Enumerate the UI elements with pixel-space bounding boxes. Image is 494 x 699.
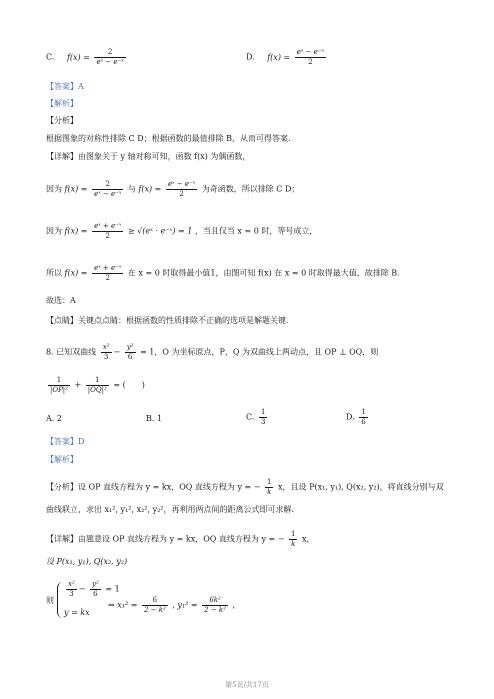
denominator: 2 − k² xyxy=(204,606,226,614)
plus-sign: + xyxy=(74,380,82,390)
text: 在 x = 0 时取得最小值1，由图可知 f(x) 在 x = 0 时取得最大值，故排除 B. xyxy=(127,268,400,278)
q8-stem: 8. 已知双曲线 $\frac{\text{x²}}{3}$ − $\frac{\text{y²}}{6}$ = 1，O 为坐标原点，P，Q 为双曲线上两动点，且 OP ⊥ OQ，则 xyxy=(46,343,379,361)
denominator: 2 xyxy=(308,58,313,66)
math-lhs: f(x) = xyxy=(138,184,162,194)
numerator: 1 xyxy=(267,478,272,486)
q7-conclusion: 故选：A xyxy=(46,296,76,305)
text: 因为 xyxy=(46,184,62,194)
option-label: C. xyxy=(246,412,255,422)
system-row-1: $\frac{\text{x²}}{3}$ − $\frac{\text{y²}}{6}$ = 1 xyxy=(68,580,120,598)
q7-answer: 【答案】A xyxy=(46,82,84,91)
denominator: 6 xyxy=(93,590,98,598)
text: 与 xyxy=(127,184,136,194)
fraction xyxy=(94,48,125,67)
q7-option-c xyxy=(46,48,128,67)
denominator: k xyxy=(291,540,296,548)
text: 因为 xyxy=(46,226,62,236)
text: , xyxy=(232,600,236,610)
denominator: 3 xyxy=(103,353,109,361)
fraction xyxy=(125,343,136,362)
numerator: y² xyxy=(126,343,134,351)
numerator: 6k² xyxy=(202,596,228,606)
option-b: B. 1 xyxy=(146,414,163,423)
denominator: 3 xyxy=(260,418,266,426)
numerator: x² xyxy=(68,580,75,588)
q7-detail-4 xyxy=(46,264,400,283)
option-label: C. xyxy=(46,52,55,62)
denominator: 3 xyxy=(69,590,74,598)
option-d xyxy=(346,408,370,427)
denominator: |OP|² xyxy=(50,386,68,394)
fraction xyxy=(92,180,123,199)
fraction xyxy=(202,596,228,615)
option-label: D. xyxy=(346,412,355,422)
q7-detail-2 xyxy=(46,180,299,199)
fraction xyxy=(259,408,267,427)
numerator: 1 xyxy=(86,376,109,386)
denominator: 6 xyxy=(361,418,366,426)
q7-detail-3 xyxy=(46,222,317,241)
fraction xyxy=(92,264,123,283)
denominator: 2 xyxy=(179,190,184,198)
equals: = 1 xyxy=(105,584,120,594)
q7-dianjing: 【点睛】关键点点睛：根据函数的性质排除不正确的选项是解题关键. xyxy=(46,316,289,325)
fraction xyxy=(295,48,326,67)
fraction xyxy=(92,222,123,241)
text: 所以 xyxy=(46,268,62,278)
numerator: 1 xyxy=(361,408,366,416)
numerator: y² xyxy=(92,580,99,588)
q7-jiexi: 【解析】 xyxy=(46,99,78,108)
q7-fenxi-title: 【分析】 xyxy=(46,116,78,125)
math-lhs: f(x) = xyxy=(64,226,88,236)
math-lhs: f(x) = xyxy=(267,52,291,62)
text: 为奇函数，所以排除 C D； xyxy=(201,184,300,194)
numerator: 1 xyxy=(291,530,296,538)
numerator: eˣ + e⁻ˣ xyxy=(94,264,122,272)
system-row-2: y = kx xyxy=(64,608,90,617)
fraction xyxy=(265,478,273,497)
fraction xyxy=(142,596,168,615)
numerator: x² xyxy=(102,343,110,351)
option-a: A. 2 xyxy=(46,414,62,423)
text: 【详解】由题意设 OP 直线方程为 y = kx，OQ 直线方程为 y = − xyxy=(46,534,285,544)
q7-fenxi-text: 根据图象的对称性排除 C D；根据函数的最值排除 B，从而可得答案. xyxy=(46,134,291,143)
math-lhs: f(x) = xyxy=(66,52,90,62)
q8-expression xyxy=(46,376,145,395)
math-lhs: f(x) = xyxy=(64,268,88,278)
text: , y₁² = xyxy=(172,600,198,610)
option-c xyxy=(246,408,269,427)
option-label: D. xyxy=(246,52,255,62)
fraction xyxy=(101,343,112,362)
numerator: eˣ + e⁻ˣ xyxy=(94,222,122,230)
fraction xyxy=(289,530,297,549)
q8-answer: 【答案】D xyxy=(46,437,85,446)
text: x，且设 P(x₁, y₁), Q(x₂, y₂)，将直线分别与双 xyxy=(278,482,444,492)
text: = 1，O 为坐标原点，P，Q 为双曲线上两动点，且 OP ⊥ OQ，则 xyxy=(140,347,379,357)
text: x， xyxy=(302,534,315,544)
q8-detail-1 xyxy=(46,530,315,549)
q8-fenxi-1 xyxy=(46,478,444,497)
denominator: 2 xyxy=(105,232,110,240)
system-result xyxy=(108,596,235,615)
q8-detail-2: 设 P(x₁, y₁), Q(x₂, y₂) xyxy=(46,557,128,566)
denominator: eˣ − e⁻ˣ xyxy=(94,190,122,198)
q7-option-d xyxy=(246,48,328,67)
denominator: 2 − k² xyxy=(143,606,166,614)
system-brace xyxy=(57,582,64,618)
fraction xyxy=(90,580,101,599)
fraction xyxy=(48,376,70,395)
denominator: |OQ|² xyxy=(87,386,107,394)
implies: ⇒ x₁² = xyxy=(108,600,138,610)
numerator: 1 xyxy=(260,408,266,416)
text: = ( ) xyxy=(113,380,145,390)
numerator: 2 xyxy=(94,48,125,58)
q8-jiexi: 【解析】 xyxy=(46,455,78,464)
denominator: 2 xyxy=(105,274,110,282)
numerator: 1 xyxy=(48,376,70,386)
denominator: k xyxy=(267,488,272,496)
numerator: eˣ − e⁻ˣ xyxy=(167,180,196,188)
text: 【分析】设 OP 直线方程为 y = kx，OQ 直线方程为 y = − xyxy=(46,482,261,492)
numerator: 6 xyxy=(142,596,168,606)
fraction xyxy=(166,180,197,199)
denominator: 6 xyxy=(127,353,133,361)
fraction xyxy=(66,580,77,599)
math-lhs: f(x) = xyxy=(64,184,88,194)
fraction xyxy=(359,408,367,427)
page-footer: 第5页/共17页 xyxy=(225,681,269,689)
q8-fenxi-2: 曲线联立，求出 x₁², y₁², x₂², y₂²，再利用两点间的距离公式即可求解. xyxy=(46,505,295,514)
inequality: ≥ √(eˣ · e⁻ˣ) = 1 xyxy=(127,226,193,236)
fraction xyxy=(86,376,109,395)
text: 8. 已知双曲线 xyxy=(46,347,97,357)
text: ，当且仅当 x = 0 时，等号成立， xyxy=(194,226,318,236)
numerator: eˣ − e⁻ˣ xyxy=(296,48,324,56)
numerator: 2 xyxy=(92,180,123,190)
q7-detail-1: 【详解】由图象关于 y 轴对称可知，函数 f(x) 为偶函数， xyxy=(46,152,251,161)
denominator: eˣ − e⁻ˣ xyxy=(96,58,124,66)
q8-system-label: 则 xyxy=(46,596,54,605)
